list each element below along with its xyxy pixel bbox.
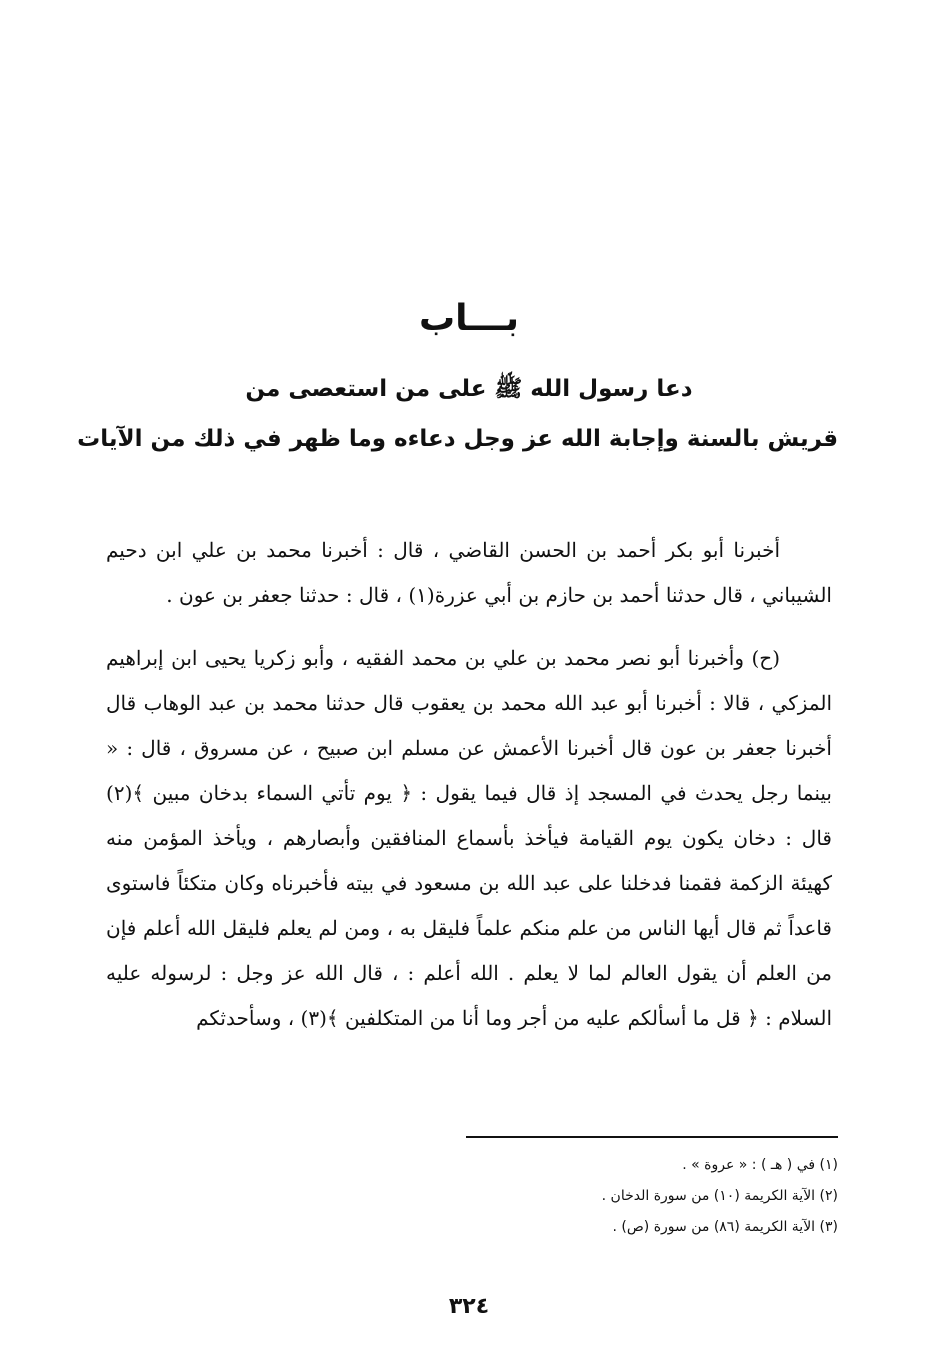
footnote-2: (٢) الآية الكريمة (١٠) من سورة الدخان . — [601, 1188, 838, 1204]
chapter-heading: بـــاب — [418, 298, 520, 339]
chapter-title-line-2: قريش بالسنة وإجابة الله عز وجل دعاءه وما ظهر في ذلك من الآيات — [77, 426, 838, 452]
chapter-title-line-1: دعا رسول الله ﷺ على من استعصى من — [245, 376, 693, 402]
paragraph-2: (ح) وأخبرنا أبو نصر محمد بن علي بن محمد الفقيه ، وأبو زكريا يحيى ابن إبراهيم المزكي ، قالا : أخبرنا أبو عبد الله محمد بن يعقوب قال حدثنا محمد بن عبد الوهاب قال أخبرنا جعفر بن عون قال أخبرنا الأعمش عن مسلم ابن صبيح ، عن مسروق ، قال : « بينما رجل يحدث في المسجد إذ قال فيما يقول : ﴿ يوم تأتي السماء بدخان مبين ﴾(٢) قال : دخان يكون يوم القيامة فيأخذ بأسماع المنافقين وأبصارهم ، ويأخذ المؤمن منه كهيئة الزكمة فقمنا فدخلنا على عبد الله بن مسعود في بيته فأخبرناه وكان متكئاً فاستوى قاعداً ثم قال أيها الناس من علم منكم علماً فليقل به ، ومن لم يعلم فليقل الله أعلم فإن من العلم أن يقول العالم لما لا يعلم . الله أعلم : ، قال الله عز وجل : لرسوله عليه السلام : ﴿ قل ما أسألكم عليه من أجر وما أنا من المتكلفين ﴾(٣) ، وسأحدثكم — [106, 646, 832, 1030]
footnotes-list — [238, 1150, 838, 1243]
chapter-title — [77, 364, 838, 464]
paragraph-1: أخبرنا أبو بكر أحمد بن الحسن القاضي ، قال : أخبرنا محمد بن علي ابن دحيم الشيباني ، قال حدثنا أحمد بن حازم بن أبي عزرة(١) ، قال : حدثنا جعفر بن عون . — [106, 538, 832, 607]
footnote-1: (١) في ( هـ ) : « عروة » . — [682, 1157, 838, 1173]
footnote-divider — [466, 1136, 838, 1138]
body-text — [106, 528, 832, 1041]
footnote-3: (٣) الآية الكريمة (٨٦) من سورة (ص) . — [612, 1219, 838, 1235]
page-number: ٣٢٤ — [448, 1294, 490, 1319]
